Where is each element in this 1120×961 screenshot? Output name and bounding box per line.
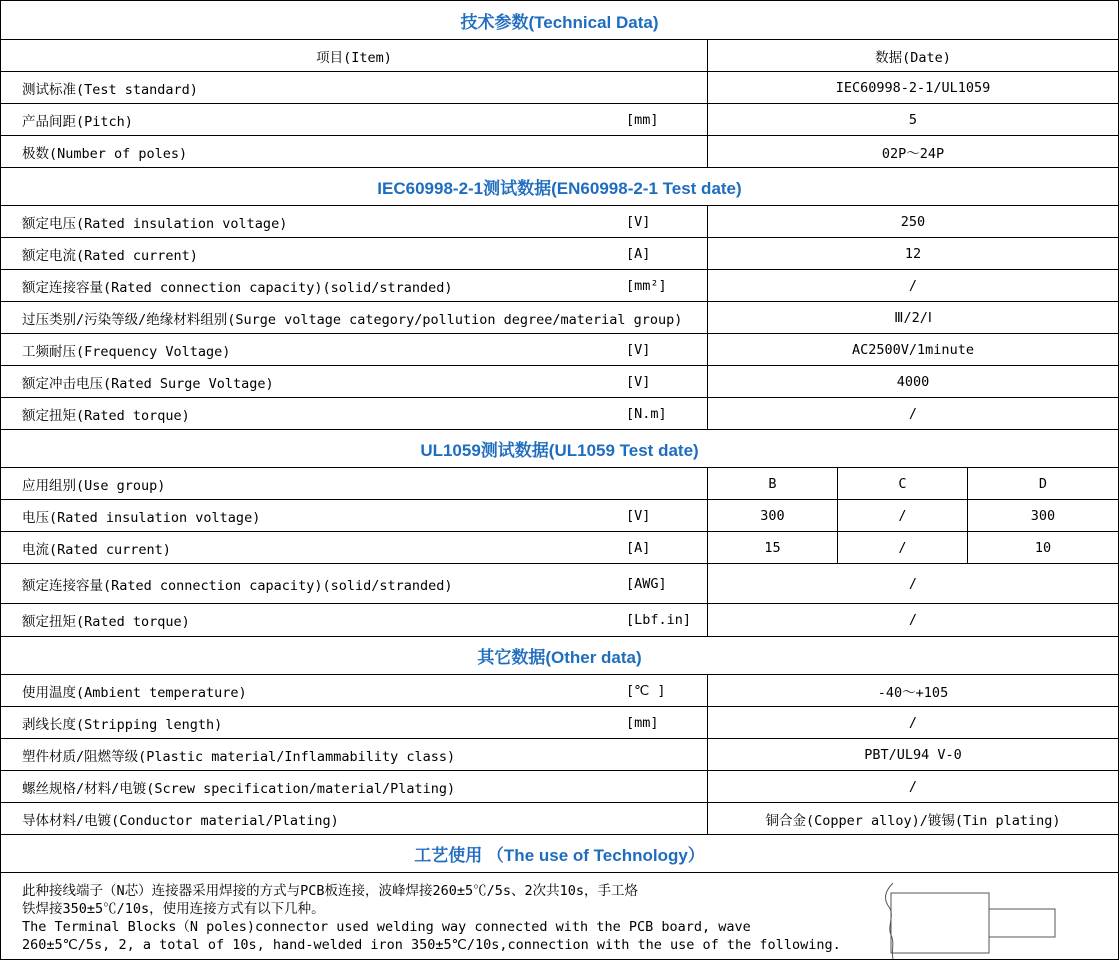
- row-unit: [V]: [626, 213, 651, 230]
- row-value: /: [707, 707, 1118, 738]
- row-value: PBT/UL94 V-0: [707, 739, 1118, 770]
- row-item: 测试标准(Test standard): [22, 81, 198, 98]
- row-item: 额定电压(Rated insulation voltage): [22, 215, 288, 232]
- row-item: 导体材料/电镀(Conductor material/Plating): [22, 812, 339, 829]
- row-value: 12: [707, 238, 1118, 269]
- row-value: /: [707, 398, 1118, 429]
- row-item: 电压(Rated insulation voltage): [22, 509, 261, 526]
- row-value: -40～+105: [707, 675, 1118, 706]
- note-line: 260±5℃/5s, 2, a total of 10s, hand-welded iron 350±5℃/10s,connection with the use of the following.: [22, 937, 841, 953]
- row-unit: [626, 803, 706, 834]
- general-row: [1, 72, 1118, 104]
- value-d: 300: [967, 500, 1118, 531]
- note-line: 铁焊接350±5℃/10s，使用连接方式有以下几种。: [22, 901, 325, 917]
- row-value: 4000: [707, 366, 1118, 397]
- row-value: 02P～24P: [707, 136, 1118, 167]
- row-unit: [mm²]: [626, 277, 667, 294]
- other-row: [1, 803, 1118, 835]
- header-title: 技术参数(Technical Data): [460, 12, 659, 32]
- other-row: [1, 739, 1118, 771]
- ul-group-row: [1, 468, 1118, 500]
- iec-row: [1, 238, 1118, 270]
- column-header-data: 数据(Date): [707, 40, 1118, 71]
- row-item: 额定连接容量(Rated connection capacity)(solid/stranded): [22, 279, 453, 296]
- row-unit: [626, 771, 706, 802]
- ul-row: [1, 564, 1118, 604]
- value-c: /: [837, 532, 967, 563]
- row-value: IEC60998-2-1/UL1059: [707, 72, 1118, 103]
- row-unit: [mm]: [626, 714, 659, 731]
- row-unit: [626, 136, 706, 167]
- ul-split-row: [1, 500, 1118, 532]
- other-row: [1, 707, 1118, 739]
- other-row: [1, 771, 1118, 803]
- iec-row: [1, 270, 1118, 302]
- row-unit: [626, 72, 706, 103]
- technology-section-title-row: [1, 835, 1118, 873]
- row-item: 剥线长度(Stripping length): [22, 716, 223, 733]
- row-unit: [AWG]: [626, 575, 667, 592]
- row-value: Ⅲ/2/Ⅰ: [707, 302, 1118, 333]
- row-item: 额定冲击电压(Rated Surge Voltage): [22, 375, 274, 392]
- iec-section-title: IEC60998-2-1测试数据(EN60998-2-1 Test date): [377, 179, 742, 198]
- row-item: 塑件材质/阻燃等级(Plastic material/Inflammability class): [22, 748, 456, 765]
- row-unit: [Lbf.in]: [626, 612, 692, 628]
- iec-row: [1, 366, 1118, 398]
- row-item: 过压类别/污染等级/绝缘材料组别(Surge voltage category/pollution degree/material group): [22, 311, 683, 328]
- iec-row: [1, 334, 1118, 366]
- row-value: /: [707, 270, 1118, 301]
- connector-drawing: [881, 883, 1061, 959]
- value-b: 300: [707, 500, 837, 531]
- row-item: 额定连接容量(Rated connection capacity)(solid/stranded): [22, 577, 453, 594]
- row-unit: [626, 302, 706, 333]
- row-value: 铜合金(Copper alloy)/镀锡(Tin plating): [707, 803, 1118, 834]
- row-value: 5: [707, 104, 1118, 135]
- row-item: 螺丝规格/材料/电镀(Screw specification/material/Plating): [22, 780, 456, 797]
- drawing-body: [891, 893, 989, 953]
- row-item: 极数(Number of poles): [22, 145, 188, 162]
- row-unit: [V]: [626, 373, 651, 390]
- other-row: [1, 675, 1118, 707]
- technology-note: [22, 882, 862, 954]
- iec-section-title-row: [1, 168, 1118, 206]
- general-row: [1, 104, 1118, 136]
- row-unit: [A]: [626, 539, 651, 556]
- value-c: /: [837, 500, 967, 531]
- iec-row: [1, 302, 1118, 334]
- row-unit: [mm]: [626, 111, 659, 128]
- row-value: /: [707, 771, 1118, 802]
- value-b: 15: [707, 532, 837, 563]
- row-unit: [N.m]: [626, 405, 667, 422]
- general-row: [1, 136, 1118, 168]
- row-unit: [V]: [626, 341, 651, 358]
- technology-section-title: 工艺使用 （The use of Technology）: [414, 846, 705, 865]
- other-section-title: 其它数据(Other data): [477, 648, 642, 667]
- row-unit: [626, 739, 706, 770]
- row-unit: [V]: [626, 507, 651, 524]
- group-b: B: [707, 468, 837, 499]
- ul-section-title-row: [1, 430, 1118, 468]
- row-value: AC2500V/1minute: [707, 334, 1118, 365]
- row-item: 电流(Rated current): [22, 541, 171, 558]
- note-line: 此种接线端子（N芯）连接器采用焊接的方式与PCB板连接，波峰焊接260±5℃/5s、2次共10s，手工烙: [22, 883, 639, 899]
- column-header-item: 项目(Item): [316, 49, 392, 66]
- row-item: 额定电流(Rated current): [22, 247, 198, 264]
- row-item: 应用组别(Use group): [22, 477, 166, 494]
- ul-section-title: UL1059测试数据(UL1059 Test date): [420, 441, 699, 460]
- technology-note-row: [1, 873, 1118, 959]
- row-item: 额定扭矩(Rated torque): [22, 407, 190, 424]
- other-section-title-row: [1, 637, 1118, 675]
- row-value: /: [707, 564, 1118, 603]
- row-item: 额定扭矩(Rated torque): [22, 614, 190, 630]
- value-d: 10: [967, 532, 1118, 563]
- iec-row: [1, 206, 1118, 238]
- row-item: 工频耐压(Frequency Voltage): [22, 343, 231, 360]
- iec-row: [1, 398, 1118, 430]
- ul-row: [1, 604, 1118, 637]
- row-value: 250: [707, 206, 1118, 237]
- row-item: 产品间距(Pitch): [22, 113, 133, 130]
- note-line: The Terminal Blocks（N poles)connector used welding way connected with the PCB board, wave: [22, 919, 751, 935]
- ul-split-row: [1, 532, 1118, 564]
- drawing-pin: [989, 909, 1055, 937]
- column-header-row: [1, 40, 1118, 72]
- group-c: C: [837, 468, 967, 499]
- row-unit: [A]: [626, 245, 651, 262]
- drawing-break-line: [886, 883, 893, 959]
- row-value: /: [707, 604, 1118, 636]
- header-title-row: [1, 1, 1118, 40]
- group-d: D: [967, 468, 1118, 499]
- row-unit: [℃ ]: [626, 682, 666, 699]
- row-item: 使用温度(Ambient temperature): [22, 684, 247, 701]
